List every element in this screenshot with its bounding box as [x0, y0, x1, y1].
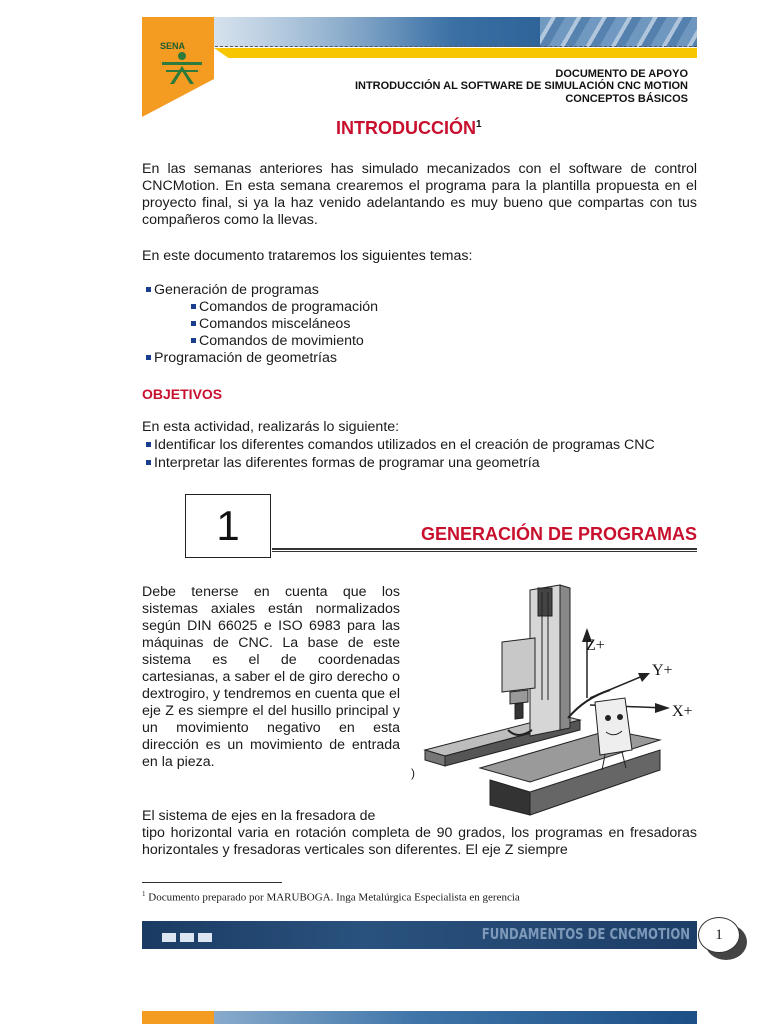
- topics-lead: En este documento trataremos los siguientes temas:: [142, 248, 473, 264]
- list-item: Programación de geometrías: [146, 350, 337, 367]
- list-item: Comandos de programación: [191, 299, 378, 316]
- footnote-mark: 1: [142, 890, 146, 898]
- section-number: 1: [185, 494, 271, 558]
- bullet-icon: [191, 338, 196, 343]
- list-item: Comandos de movimiento: [191, 333, 364, 350]
- next-page-header-banner: [195, 1011, 697, 1024]
- intro-paragraph: En las semanas anteriores has simulado mecanizados con el software de control CNCMotion. En esta semana crearemos el programa para la plantilla propuesta en el proyecto final, si ya la haz venido adelantando es muy bueno que compartas con tus compañeros como la llevas.: [142, 161, 697, 228]
- bullet-icon: [146, 287, 151, 292]
- bullet-icon: [191, 304, 196, 309]
- footer-square-icon: [198, 933, 212, 942]
- header-line-2: INTRODUCCIÓN AL SOFTWARE DE SIMULACIÓN CNC MOTION: [354, 80, 688, 92]
- section-title: GENERACIÓN DE PROGRAMAS: [420, 524, 697, 544]
- cnc-machine-illustration: [410, 580, 715, 820]
- footnote: [142, 890, 520, 904]
- section-rule: [272, 548, 697, 550]
- axis-z-label: Z+: [586, 637, 605, 654]
- list-item: Interpretar las diferentes formas de programar una geometría: [146, 455, 540, 472]
- objectives-lead: En esta actividad, realizarás lo siguiente:: [142, 419, 400, 435]
- intro-footnote-mark: 1: [476, 119, 482, 130]
- footnote-text: Documento preparado por MARUBOGA. Inga Metalúrgica Especialista en gerencia: [145, 891, 520, 904]
- section-paragraph-2: tipo horizontal varia en rotación completa de 90 grados, los programas en fresadoras horizontales y fresadoras verticales son diferentes. El eje Z siempre: [142, 825, 697, 858]
- section-rule: [272, 551, 697, 552]
- bullet-icon: [191, 321, 196, 326]
- header-yellow-stripe: [214, 48, 697, 58]
- page-number: 1: [698, 917, 740, 953]
- footer-square-icon: [180, 933, 194, 942]
- footer-title: FUNDAMENTOS DE CNCMOTION: [481, 925, 690, 943]
- intro-title: [336, 118, 482, 139]
- list-item: Generación de programas: [146, 282, 319, 299]
- header-banner-image: [540, 17, 697, 47]
- axis-x-label: X+: [672, 703, 693, 720]
- sena-logo: [156, 38, 208, 90]
- stray-mark: ): [411, 766, 415, 780]
- list-item: Comandos misceláneos: [191, 316, 350, 333]
- section-paragraph-1: Debe tenerse en cuenta que los sistemas axiales están normalizados según DIN 66025 e ISO 6983 para las máquinas de CNC. La base de este sistema es el de coordenadas cartesianas, a saber el de giro derecho o dextrogiro, y tendremos en cuenta que el eje Z es siempre el del husillo principal y un movimiento negativo en esta dirección es un movimiento de entrada en la pieza.: [142, 584, 400, 770]
- bullet-icon: [146, 442, 151, 447]
- next-page-header-orange: [142, 1011, 214, 1024]
- header-dashed-line: [205, 46, 697, 47]
- list-item: Identificar los diferentes comandos utilizados en el creación de programas CNC: [146, 437, 655, 454]
- axis-y-label: Y+: [652, 662, 673, 679]
- objectives-title: OBJETIVOS: [142, 386, 223, 402]
- section-paragraph-2-start: El sistema de ejes en la fresadora de: [142, 808, 376, 824]
- header-banner-highlight: [195, 17, 455, 47]
- bullet-icon: [146, 460, 151, 465]
- sena-logo-text: SENA: [160, 41, 186, 51]
- bullet-icon: [146, 355, 151, 360]
- header-line-1: DOCUMENTO DE APOYO: [555, 68, 688, 80]
- footer-square-icon: [162, 933, 176, 942]
- header-line-3: CONCEPTOS BÁSICOS: [565, 93, 688, 105]
- intro-title-text: INTRODUCCIÓN: [336, 118, 476, 138]
- footnote-rule: [142, 882, 282, 883]
